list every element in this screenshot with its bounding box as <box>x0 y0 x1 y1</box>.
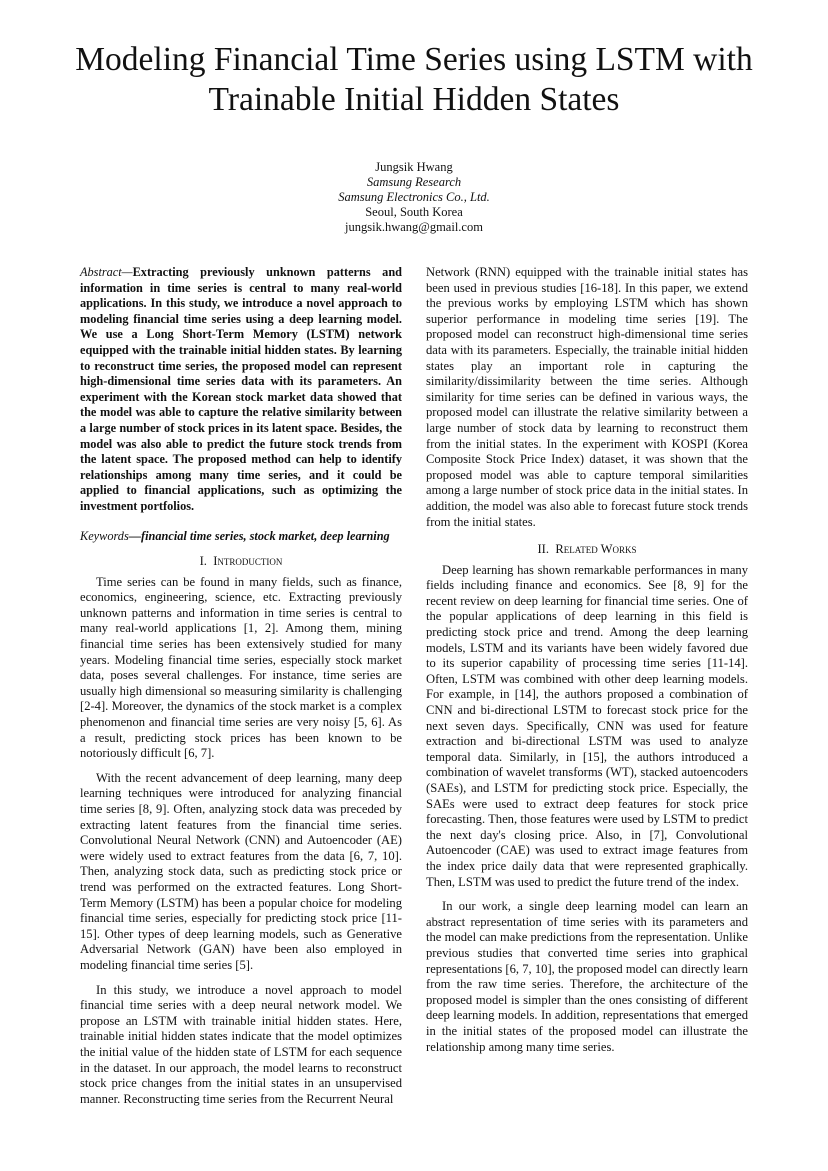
author-organization: Samsung Electronics Co., Ltd. <box>338 190 490 204</box>
right-column <box>426 265 748 1055</box>
section-title: Related Works <box>555 542 637 557</box>
intro-paragraph-1: Time series can be found in many fields, such as finance, economics, engineering, science, etc. Extracting previously unknown patterns and information in time series is central to many real-world applications [1, 2]. Among them, mining financial time series has been extensively studied for many years. Modeling financial time series, especially stock market data, poses several challenges. For instance, time series are usually high dimensional so measuring similarity is challenging [2-4]. Moreover, the dynamics of the stock market is a complex phenomenon and financial time series are very noisy [5, 6]. As a result, predicting stock prices has been known to be notoriously difficult [6, 7]. <box>80 574 402 761</box>
abstract: Abstract—Extracting previously unknown patterns and information in time series is central to many real-world applications. In this study, we introduce a novel approach to modeling financial time series using a deep learning model. We use a Long Short-Term Memory (LSTM) network equipped with the trainable initial hidden states. By learning to reconstruct time series, the proposed model can represent high-dimensional time series data with its parameters. An experiment with the Korean stock market data showed that the model was able to capture the relative similarity between a large number of stock prices in its latent space. Besides, the model was also able to predict the future stock trends from the latent space. The proposed method can help to identify relationships among many time series, and it could be applied to financial applications, such as optimizing the investment portfolios. <box>80 265 402 513</box>
author-email: jungsik.hwang@gmail.com <box>345 220 483 234</box>
section-number: I. <box>199 554 207 569</box>
left-column <box>80 265 402 1107</box>
keywords-text: financial time series, stock market, deep learning <box>141 528 390 543</box>
author-block <box>264 160 564 235</box>
author-department: Samsung Research <box>366 175 462 189</box>
section-title: Introduction <box>213 554 283 569</box>
related-paragraph-2: In our work, a single deep learning model can learn an abstract representation of time series with its parameters and the model can make predictions from the representation. Unlike previous studies that converted time series into graphical representations [6, 7, 10], the proposed model can directly learn from the raw time series. Therefore, the architecture of the proposed model is simpler than the ones consisting of different deep learning models. In addition, representations that emerged in the initial states of the proposed model can illustrate the relationship among many time series. <box>426 899 748 1054</box>
intro-paragraph-2: With the recent advancement of deep learning, many deep learning techniques were introduced for analyzing financial time series [8, 9]. Often, analyzing stock data was preceded by extracting latent features from the financial time series. Convolutional Neural Network (CNN) and Autoencoder (AE) were widely used to extract features from the data [6, 7, 10]. Then, analyzing stock data, such as predicting stock price or trend was performed on the extracted features. Long Short-Term Memory (LSTM) has been a popular choice for modeling financial time series, especially for predicting stock price [11-15]. Other types of deep learning models, such as Generative Adversarial Network (GAN) have been also employed in modeling financial time series [5]. <box>80 770 402 972</box>
section-heading-introduction <box>80 554 402 570</box>
related-paragraph-1: Deep learning has shown remarkable performances in many fields including finance and economics. See [8, 9] for the recent review on deep learning for financial time series. One of the popular applications of deep learning in this field is predicting stock price and trend. Among the deep learning models, LSTM and its variants have been widely favored due to its superior capability of processing time series [11-14]. Often, LSTM was combined with other deep learning models. For example, in [14], the authors proposed a combination of CNN and bi-directional LSTM to forecast stock price for the next seven days. Specifically, CNN was used for feature extraction and bi-directional LSTM was used to analyze temporal data. Similarly, in [15], the authors introduced a combination of wavelet transforms (WT), stacked autoencoders (SAEs), and LSTM for predicting stock price. Especially, the SAEs were used to extract deep features for stock price forecasting. Then, those features were used by LSTM to predict the next day's closing price. Also, in [7], Convolutional Autoencoder (CAE) was used to extract image features from the index price daily data that were represented graphically. Then, LSTM was used to predict the future trend of the index. <box>426 562 748 889</box>
abstract-text: Extracting previously unknown patterns and information in time series is central to many real-world applications. In this study, we introduce a novel approach to modeling financial time series using a deep learning model. We use a Long Short-Term Memory (LSTM) network equipped with the trainable initial hidden states. By learning to reconstruct time series, the proposed model can represent high-dimensional time series data with its parameters. An experiment with the Korean stock market data showed that the model was able to capture the relative similarity between a large number of stock prices in its latent space. Besides, the model was also able to predict the future stock trends from the latent space. The proposed method can help to identify relationships among many time series, and it could be applied to financial applications, such as optimizing the investment portfolios. <box>80 265 402 513</box>
section-heading-related-works <box>426 542 748 558</box>
keywords: Keywords—financial time series, stock market, deep learning <box>80 528 390 543</box>
intro-paragraph-3-continued: Network (RNN) equipped with the trainable initial states has been used in previous studies [16-18]. In this paper, we extend the previous works by employing LSTM which has shown superior performance in modeling time series [19]. The proposed model can reconstruct high-dimensional time series data with its parameters. Especially, the trainable initial hidden states play an important role in capturing the similarity/dissimilarity between the time series. Although similarity for time series can be defined in various ways, the proposed model can illustrate the relative similarity between a large number of stock data by learning to reconstruct them from the initial states. In the experiment with KOSPI (Korea Composite Stock Price Index) dataset, it was shown that the proposed model was able to capture temporal similarities among a large number of stock price data in the initial states. In addition, the model was also able to forecast future stock trends from the initial states. <box>426 265 748 529</box>
intro-paragraph-3-start: In this study, we introduce a novel approach to model financial time series with a deep neural network model. We propose an LSTM with trainable initial hidden states. Here, trainable initial hidden states indicate that the model optimizes the initial value of the hidden state of LSTM for each sequence in the dataset. In our approach, the model learns to reconstruct stock price changes from the initial states in an unsupervised manner. Reconstructing time series from the Recurrent Neural <box>80 982 402 1106</box>
paper-title: Modeling Financial Time Series using LSTM with Trainable Initial Hidden States <box>75 41 753 118</box>
author-location: Seoul, South Korea <box>365 205 463 219</box>
section-number: II. <box>537 542 550 557</box>
abstract-label: Abstract <box>80 265 122 279</box>
keywords-label: Keywords <box>80 528 129 543</box>
author-name: Jungsik Hwang <box>375 160 453 174</box>
